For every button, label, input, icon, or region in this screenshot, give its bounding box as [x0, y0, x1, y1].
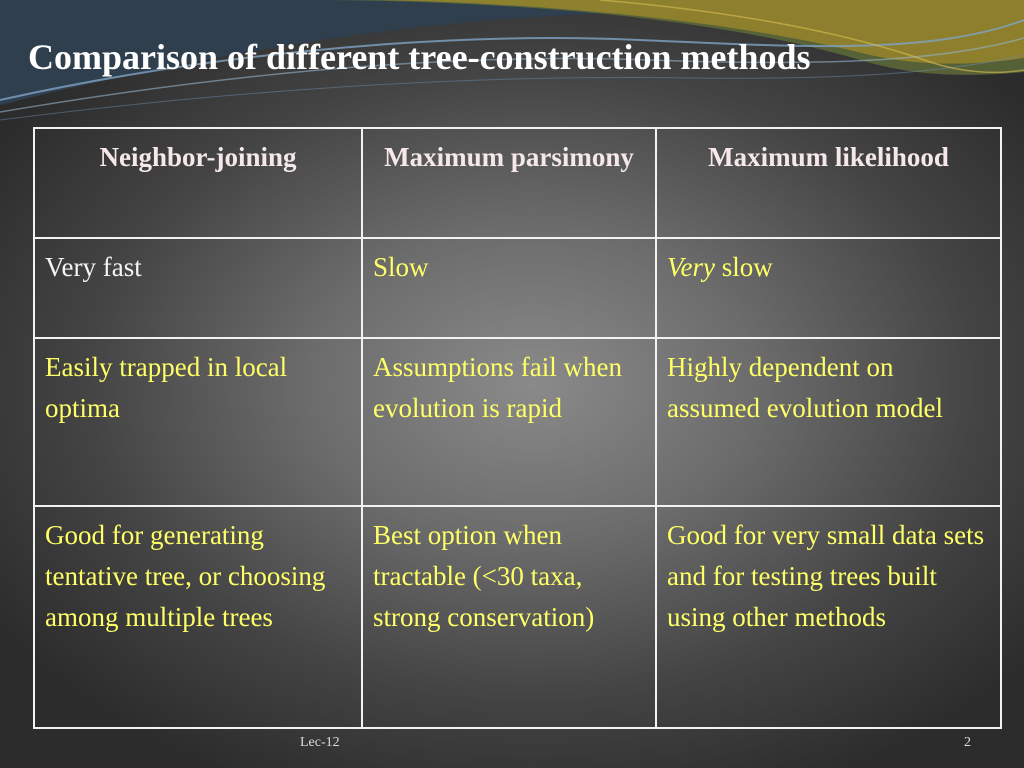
- cell-ml-speed: [656, 238, 1001, 338]
- cell-nj-speed: Very fast: [34, 238, 362, 338]
- cell-nj-weakness: Easily trapped in local optima: [34, 338, 362, 506]
- table-row-speed: [34, 238, 1001, 338]
- header-neighbor-joining: Neighbor-joining: [34, 128, 362, 238]
- header-maximum-likelihood: Maximum likelihood: [656, 128, 1001, 238]
- cell-ml-use-case: Good for very small data sets and for testing trees built using other methods: [656, 506, 1001, 728]
- slide-title: Comparison of different tree-construction methods: [28, 37, 811, 77]
- footer-lecture-label: Lec-12: [300, 735, 340, 750]
- cell-ml-weakness: Highly dependent on assumed evolution model: [656, 338, 1001, 506]
- cell-mp-weakness: Assumptions fail when evolution is rapid: [362, 338, 656, 506]
- cell-mp-use-case: Best option when tractable (<30 taxa, strong conservation): [362, 506, 656, 728]
- table-header-row: [34, 128, 1001, 238]
- cell-ml-speed-emphasis: Very: [667, 252, 715, 282]
- table-row-weakness: [34, 338, 1001, 506]
- header-maximum-parsimony: Maximum parsimony: [362, 128, 656, 238]
- cell-nj-use-case: Good for generating tentative tree, or choosing among multiple trees: [34, 506, 362, 728]
- cell-mp-speed: Slow: [362, 238, 656, 338]
- table-row-use-case: [34, 506, 1001, 728]
- cell-ml-speed-rest: slow: [714, 252, 773, 282]
- comparison-table: [33, 127, 1002, 729]
- slide-page-number: 2: [964, 735, 971, 750]
